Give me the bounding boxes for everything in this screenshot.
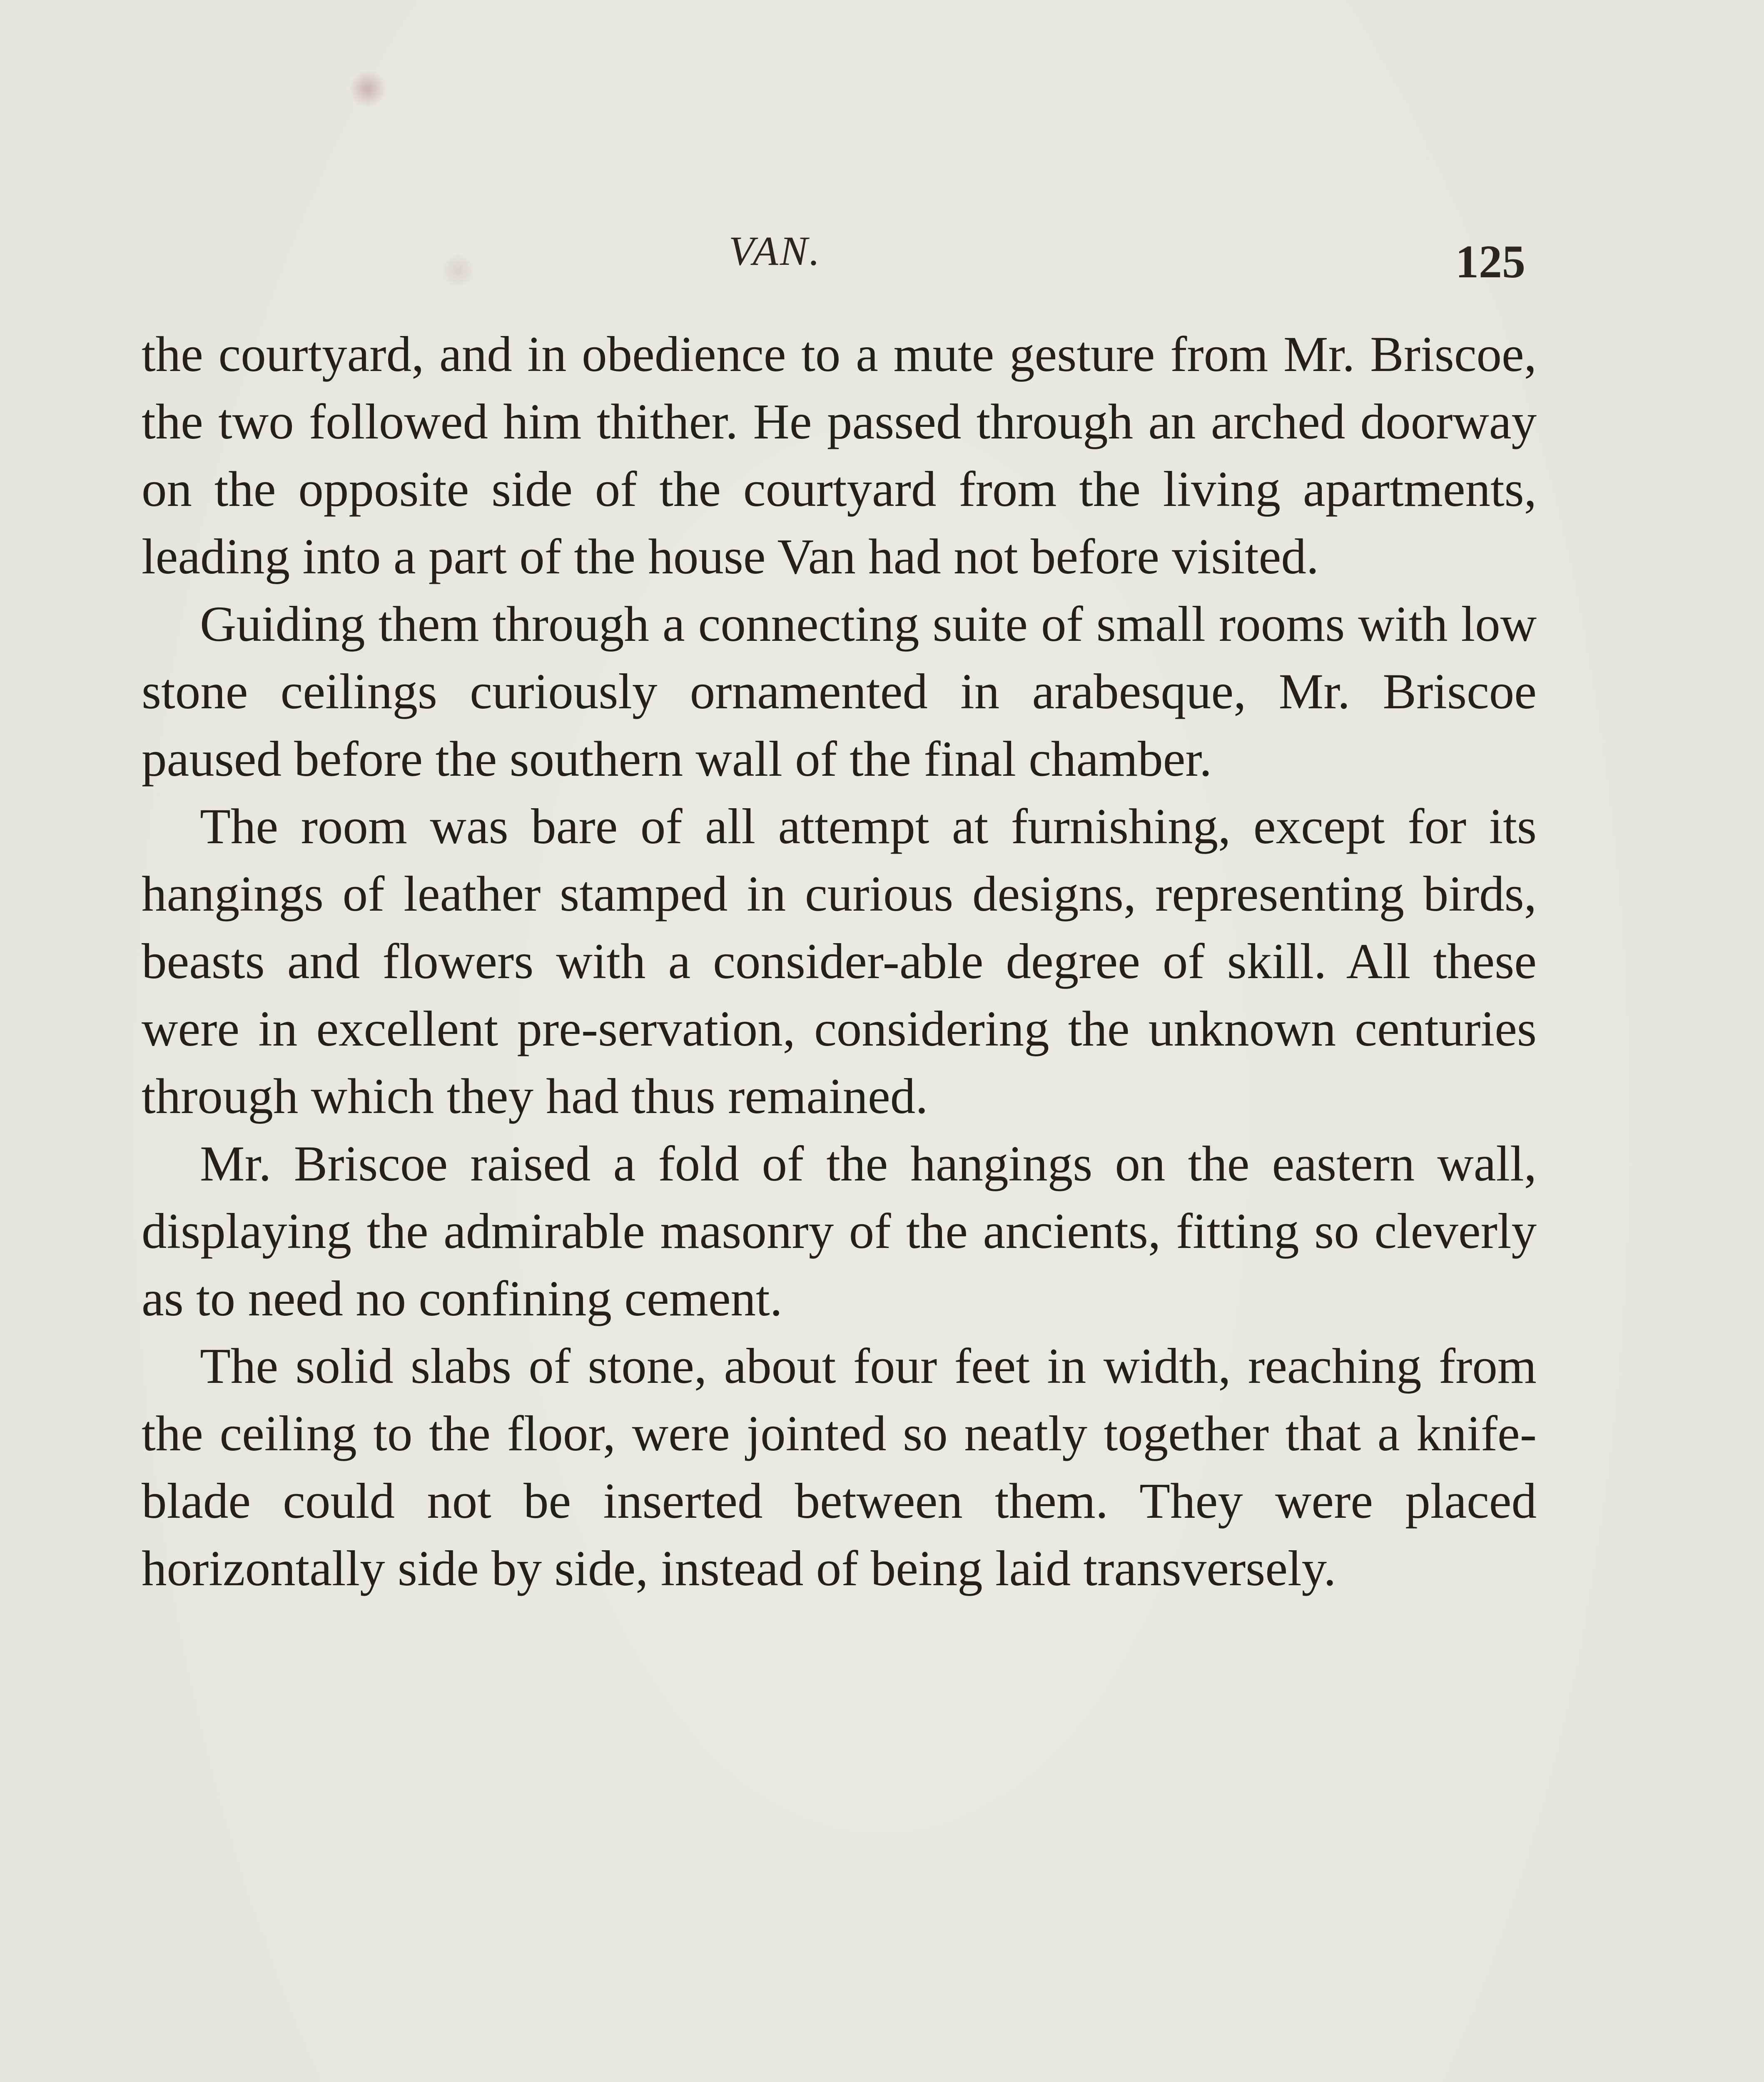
paragraph: The room was bare of all attempt at furnishing, except for its hangings of leather stamped in curious designs, representing birds, beasts and flowers with a consider-able degree of skill. All these were in excellent pre-servation, considering the unknown centuries through which they had thus remained.: [142, 799, 1537, 1124]
paragraph: the courtyard, and in obedience to a mute gesture from Mr. Briscoe, the two followed him thither. He passed through an arched doorway on the opposite side of the courtyard from the living apartments, leading into a part of the house Van had not before visited.: [142, 326, 1537, 585]
page-number: 125: [1455, 236, 1525, 288]
paragraph: Mr. Briscoe raised a fold of the hangings on the eastern wall, displaying the admirable masonry of the ancients, fitting so cleverly as to need no confining cement.: [142, 1136, 1537, 1327]
running-title: VAN.: [729, 228, 822, 274]
body-text: [142, 321, 1537, 1602]
paragraph: The solid slabs of stone, about four feet in width, reaching from the ceiling to the floor, were jointed so neatly together that a knife-blade could not be inserted between them. They were placed horizontally side by side, instead of being laid transversely.: [142, 1338, 1537, 1596]
paper-stain: [441, 254, 475, 287]
paragraph: Guiding them through a connecting suite of small rooms with low stone ceilings curiously ornamented in arabesque, Mr. Briscoe paused before the southern wall of the final chamber.: [142, 596, 1537, 787]
paper-stain: [349, 70, 386, 107]
